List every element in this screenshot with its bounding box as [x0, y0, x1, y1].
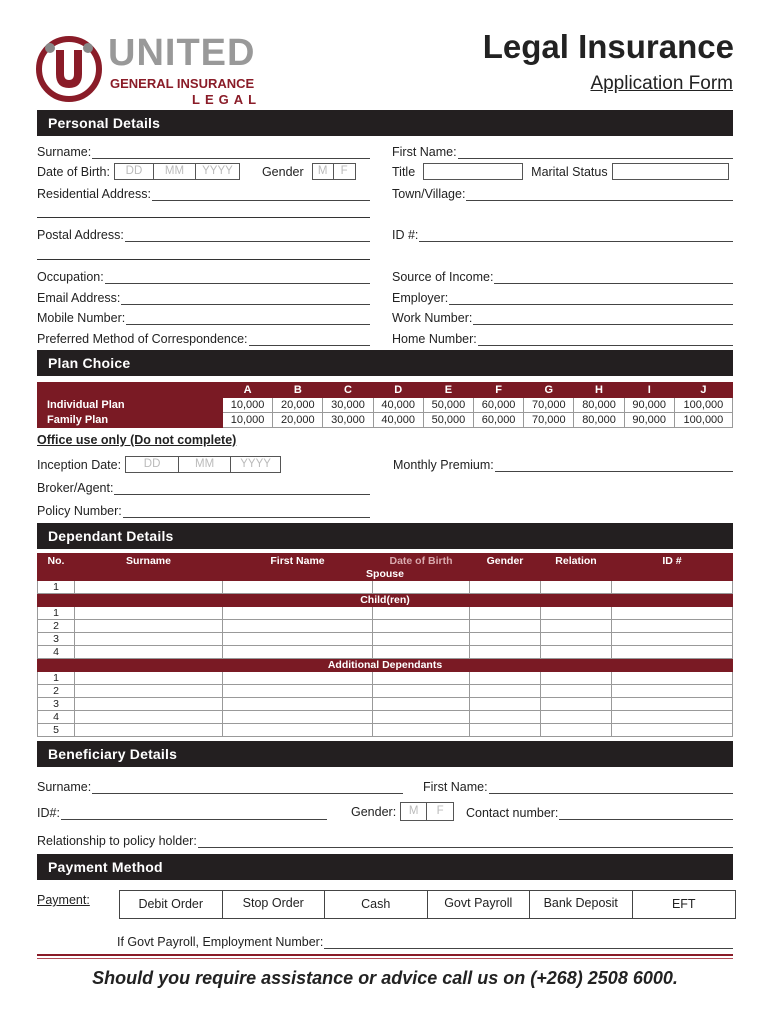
- plan-col-i: I: [624, 383, 674, 398]
- plan-cell[interactable]: 90,000: [624, 398, 674, 413]
- policy-field[interactable]: [37, 502, 370, 518]
- col-surname: Surname: [75, 554, 223, 568]
- town-field[interactable]: [392, 185, 733, 201]
- children-label: Child(ren): [38, 594, 733, 607]
- home-label: Home Number:: [392, 332, 477, 346]
- page-subtitle: Application Form: [590, 73, 733, 94]
- payment-option-cash[interactable]: Cash: [325, 891, 428, 918]
- inception-row: [37, 456, 281, 473]
- plan-col-b: B: [273, 383, 323, 398]
- row-number: 1: [38, 581, 75, 594]
- row-number: 3: [38, 698, 75, 711]
- plan-cell[interactable]: 20,000: [273, 398, 323, 413]
- employer-label: Employer:: [392, 291, 449, 305]
- surname-label: Surname:: [37, 145, 92, 159]
- policy-label: Policy Number:: [37, 504, 122, 518]
- beneficiary-id-field[interactable]: [37, 804, 327, 820]
- plan-col-c: C: [323, 383, 373, 398]
- plan-cell[interactable]: 40,000: [373, 413, 423, 428]
- plan-cell[interactable]: 50,000: [423, 398, 473, 413]
- brand-line1: GENERAL INSURANCE: [110, 76, 255, 91]
- postal-field[interactable]: [37, 226, 370, 242]
- inception-label: Inception Date:: [37, 457, 122, 472]
- dependant-header-row: [38, 554, 733, 568]
- postal-label: Postal Address:: [37, 228, 124, 242]
- table-row[interactable]: [38, 607, 733, 620]
- plan-col-g: G: [524, 383, 574, 398]
- title-box[interactable]: [423, 163, 523, 180]
- preferred-field[interactable]: [37, 330, 370, 346]
- section-beneficiary-details: Beneficiary Details: [37, 741, 733, 767]
- plan-cell[interactable]: 80,000: [574, 413, 624, 428]
- table-row[interactable]: [38, 581, 733, 594]
- title-label: Title: [392, 164, 416, 179]
- payment-option-govt-payroll[interactable]: Govt Payroll: [428, 891, 531, 918]
- email-label: Email Address:: [37, 291, 121, 305]
- row-number: 4: [38, 711, 75, 724]
- plan-row-label: Family Plan: [38, 413, 223, 428]
- beneficiary-gender-label: Gender:: [351, 804, 397, 819]
- col-first-name: First Name: [223, 554, 373, 568]
- plan-col-a: A: [223, 383, 273, 398]
- spouse-label: Spouse: [38, 568, 733, 581]
- beneficiary-gender-row: [351, 802, 454, 821]
- relationship-label: Relationship to policy holder:: [37, 834, 197, 848]
- dob-year-box[interactable]: YYYY: [196, 163, 240, 180]
- section-dependant-details: Dependant Details: [37, 523, 733, 549]
- first-name-label: First Name:: [392, 145, 457, 159]
- office-use-heading: Office use only (Do not complete): [37, 433, 237, 447]
- broker-label: Broker/Agent:: [37, 481, 114, 495]
- premium-field[interactable]: [393, 456, 733, 472]
- id-field[interactable]: [392, 226, 733, 242]
- work-label: Work Number:: [392, 311, 473, 325]
- preferred-label: Preferred Method of Correspondence:: [37, 332, 248, 346]
- residential-label: Residential Address:: [37, 187, 151, 201]
- plan-col-f: F: [474, 383, 524, 398]
- table-row[interactable]: [38, 620, 733, 633]
- plan-cell[interactable]: 60,000: [474, 398, 524, 413]
- footer-divider-2: [37, 958, 733, 959]
- first-name-field[interactable]: [392, 143, 733, 159]
- plan-cell[interactable]: 70,000: [524, 413, 574, 428]
- occupation-label: Occupation:: [37, 270, 104, 284]
- contact-field[interactable]: [466, 804, 733, 820]
- dob-row: [37, 163, 356, 180]
- row-number: 1: [38, 607, 75, 620]
- additional-subheader: [38, 659, 733, 672]
- footer-divider-1: [37, 954, 733, 956]
- page-title: Legal Insurance: [482, 28, 734, 65]
- premium-label: Monthly Premium:: [393, 458, 494, 472]
- table-row[interactable]: [38, 711, 733, 724]
- plan-cell[interactable]: 100,000: [674, 413, 732, 428]
- row-number: 2: [38, 620, 75, 633]
- employment-number-label: If Govt Payroll, Employment Number:: [117, 935, 324, 949]
- payment-label: Payment:: [37, 893, 90, 907]
- marital-box[interactable]: [612, 163, 729, 180]
- plan-cell[interactable]: 30,000: [323, 413, 373, 428]
- plan-row-label: Individual Plan: [38, 398, 223, 413]
- row-number: 2: [38, 685, 75, 698]
- payment-option-debit-order[interactable]: Debit Order: [120, 891, 223, 918]
- plan-col-j: J: [674, 383, 732, 398]
- payment-options: [119, 890, 736, 919]
- plan-col-h: H: [574, 383, 624, 398]
- plan-row-family: [38, 413, 733, 428]
- plan-cell[interactable]: 50,000: [423, 413, 473, 428]
- gender-label: Gender: [261, 164, 304, 179]
- row-number: 5: [38, 724, 75, 737]
- occupation-field[interactable]: [37, 268, 370, 284]
- plan-cell[interactable]: 60,000: [474, 413, 524, 428]
- children-subheader: [38, 594, 733, 607]
- residential-line-2[interactable]: [37, 217, 370, 218]
- col-gender: Gender: [470, 554, 541, 568]
- broker-field[interactable]: [37, 479, 370, 495]
- dependant-table: [37, 553, 733, 737]
- email-field[interactable]: [37, 289, 370, 305]
- plan-cell[interactable]: 10,000: [223, 398, 273, 413]
- plan-cell[interactable]: 100,000: [674, 398, 732, 413]
- beneficiary-first-name-label: First Name:: [423, 780, 488, 794]
- postal-line-2[interactable]: [37, 259, 370, 260]
- mobile-label: Mobile Number:: [37, 311, 126, 325]
- payment-option-stop-order[interactable]: Stop Order: [223, 891, 326, 918]
- table-row[interactable]: [38, 646, 733, 659]
- payment-option-eft[interactable]: EFT: [671, 897, 696, 911]
- section-plan-choice: Plan Choice: [37, 350, 733, 376]
- plan-row-individual: [38, 398, 733, 413]
- footer-help-text: Should you require assistance or advice call us on (+268) 2508 6000.: [92, 968, 678, 988]
- employment-number-field[interactable]: [117, 933, 733, 949]
- plan-cell[interactable]: 30,000: [323, 398, 373, 413]
- payment-option-bank-deposit[interactable]: Bank Deposit: [530, 891, 633, 918]
- plan-table: [37, 382, 733, 428]
- col-no: No.: [38, 554, 75, 568]
- surname-field[interactable]: [37, 143, 370, 159]
- table-row[interactable]: [38, 685, 733, 698]
- beneficiary-surname-field[interactable]: [37, 778, 403, 794]
- beneficiary-gender-f-box[interactable]: F: [427, 802, 454, 821]
- brand-name: UNITED: [108, 32, 256, 74]
- id-label: ID #:: [392, 228, 419, 242]
- work-field[interactable]: [392, 309, 733, 325]
- col-dob: Date of Birth: [373, 554, 470, 568]
- employer-field[interactable]: [392, 289, 733, 305]
- brand-line2: LEGAL: [192, 92, 262, 107]
- plan-cell[interactable]: 10,000: [223, 413, 273, 428]
- gender-m-box[interactable]: M: [312, 163, 334, 180]
- contact-label: Contact number:: [466, 806, 559, 820]
- beneficiary-first-name-field[interactable]: [423, 778, 733, 794]
- inception-year-box[interactable]: YYYY: [231, 456, 281, 473]
- dob-day-box[interactable]: DD: [114, 163, 154, 180]
- plan-header-row: [38, 383, 733, 398]
- marital-label: Marital Status: [531, 164, 608, 179]
- gender-f-box[interactable]: F: [334, 163, 356, 180]
- additional-label: Additional Dependants: [38, 659, 733, 672]
- table-row[interactable]: [38, 724, 733, 737]
- source-field[interactable]: [392, 268, 733, 284]
- beneficiary-gender-m-box[interactable]: M: [400, 802, 427, 821]
- plan-cell[interactable]: 40,000: [373, 398, 423, 413]
- logo: [36, 34, 266, 108]
- col-id: ID #: [612, 554, 733, 568]
- residential-field[interactable]: [37, 185, 370, 201]
- spouse-subheader: [38, 568, 733, 581]
- plan-cell[interactable]: 70,000: [524, 398, 574, 413]
- plan-col-e: E: [423, 383, 473, 398]
- beneficiary-id-label: ID#:: [37, 806, 60, 820]
- town-label: Town/Village:: [392, 187, 466, 201]
- united-logo-icon: [36, 36, 102, 102]
- plan-header-blank: [38, 383, 223, 398]
- table-row[interactable]: [38, 633, 733, 646]
- section-personal-details: Personal Details: [37, 110, 733, 136]
- section-payment-method: Payment Method: [37, 854, 733, 880]
- table-row[interactable]: [38, 698, 733, 711]
- row-number: 3: [38, 633, 75, 646]
- mobile-field[interactable]: [37, 309, 370, 325]
- home-field[interactable]: [392, 330, 733, 346]
- row-number: 1: [38, 672, 75, 685]
- col-relation: Relation: [541, 554, 612, 568]
- relationship-field[interactable]: [37, 832, 733, 848]
- plan-cell[interactable]: 90,000: [624, 413, 674, 428]
- inception-day-box[interactable]: DD: [125, 456, 179, 473]
- table-row[interactable]: [38, 672, 733, 685]
- dob-month-box[interactable]: MM: [154, 163, 196, 180]
- plan-cell[interactable]: 80,000: [574, 398, 624, 413]
- title-row: [392, 163, 729, 180]
- plan-cell[interactable]: 20,000: [273, 413, 323, 428]
- row-number: 4: [38, 646, 75, 659]
- plan-col-d: D: [373, 383, 423, 398]
- inception-month-box[interactable]: MM: [179, 456, 231, 473]
- beneficiary-surname-label: Surname:: [37, 780, 92, 794]
- dob-label: Date of Birth:: [37, 164, 110, 179]
- source-label: Source of Income:: [392, 270, 494, 284]
